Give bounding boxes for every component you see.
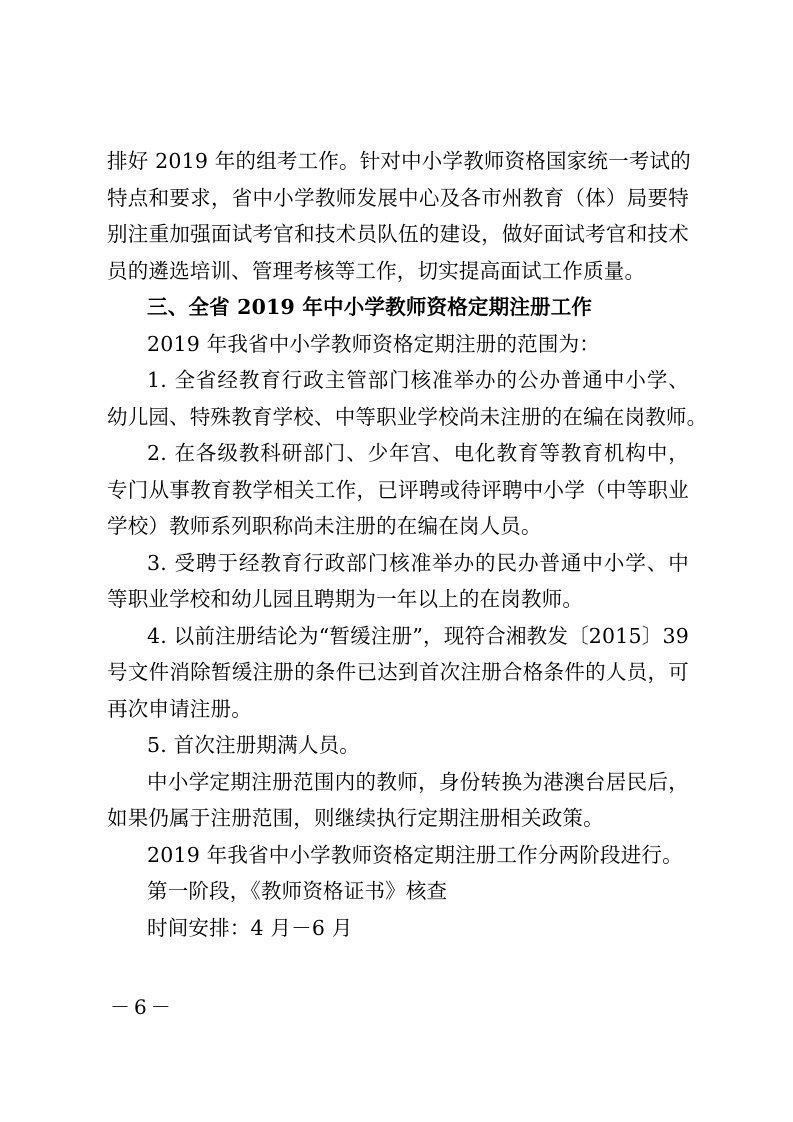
text-line: 2019 年我省中小学教师资格定期注册的范围为： bbox=[147, 331, 600, 356]
text-line: 中小学定期注册范围内的教师，身份转换为港澳台居民后， bbox=[147, 769, 689, 794]
text-line: 第一阶段，《教师资格证书》核查 bbox=[147, 879, 448, 903]
text-line: 特点和要求，省中小学教师发展中心及各市州教育（体）局要特 bbox=[107, 185, 689, 210]
text-line: 再次申请注册。 bbox=[107, 696, 252, 721]
text-line: 3. 受聘于经教育行政部门核准举办的民办普通中小学、中 bbox=[147, 550, 689, 575]
text-line: 等职业学校和幼儿园且聘期为一年以上的在岗教师。 bbox=[107, 587, 584, 611]
document-body bbox=[107, 143, 708, 946]
page-number: －6－ bbox=[110, 995, 175, 1019]
text-line: 5. 首次注册期满人员。 bbox=[147, 733, 360, 757]
text-line: 员的遴选培训、管理考核等工作，切实提高面试工作质量。 bbox=[107, 258, 646, 283]
section-heading: 三、全省 2019 年中小学教师资格定期注册工作 bbox=[147, 295, 593, 319]
text-line: 2019 年我省中小学教师资格定期注册工作分两阶段进行。 bbox=[147, 842, 683, 867]
text-line: 排好 2019 年的组考工作。针对中小学教师资格国家统一考试的 bbox=[107, 149, 691, 173]
text-line: 专门从事教育教学相关工作，已评聘或待评聘中小学（中等职业 bbox=[107, 477, 689, 502]
text-line: 如果仍属于注册范围，则继续执行定期注册相关政策。 bbox=[107, 806, 604, 830]
text-line: 幼儿园、特殊教育学校、中等职业学校尚未注册的在编在岗教师。 bbox=[107, 404, 708, 429]
text-line: 学校）教师系列职称尚未注册的在编在岗人员。 bbox=[107, 514, 542, 538]
text-line: 别注重加强面试考官和技术员队伍的建设，做好面试考官和技术 bbox=[107, 222, 689, 246]
text-line: 4. 以前注册结论为“暂缓注册”，现符合湘教发〔2015〕39 bbox=[147, 623, 689, 648]
text-line: 号文件消除暂缓注册的条件已达到首次注册合格条件的人员，可 bbox=[107, 660, 689, 684]
text-line: 1. 全省经教育行政主管部门核准举办的公办普通中小学、 bbox=[147, 368, 689, 392]
text-line: 时间安排：4 月－6 月 bbox=[147, 915, 353, 940]
text-line: 2. 在各级教科研部门、少年宫、电化教育等教育机构中， bbox=[147, 441, 689, 465]
